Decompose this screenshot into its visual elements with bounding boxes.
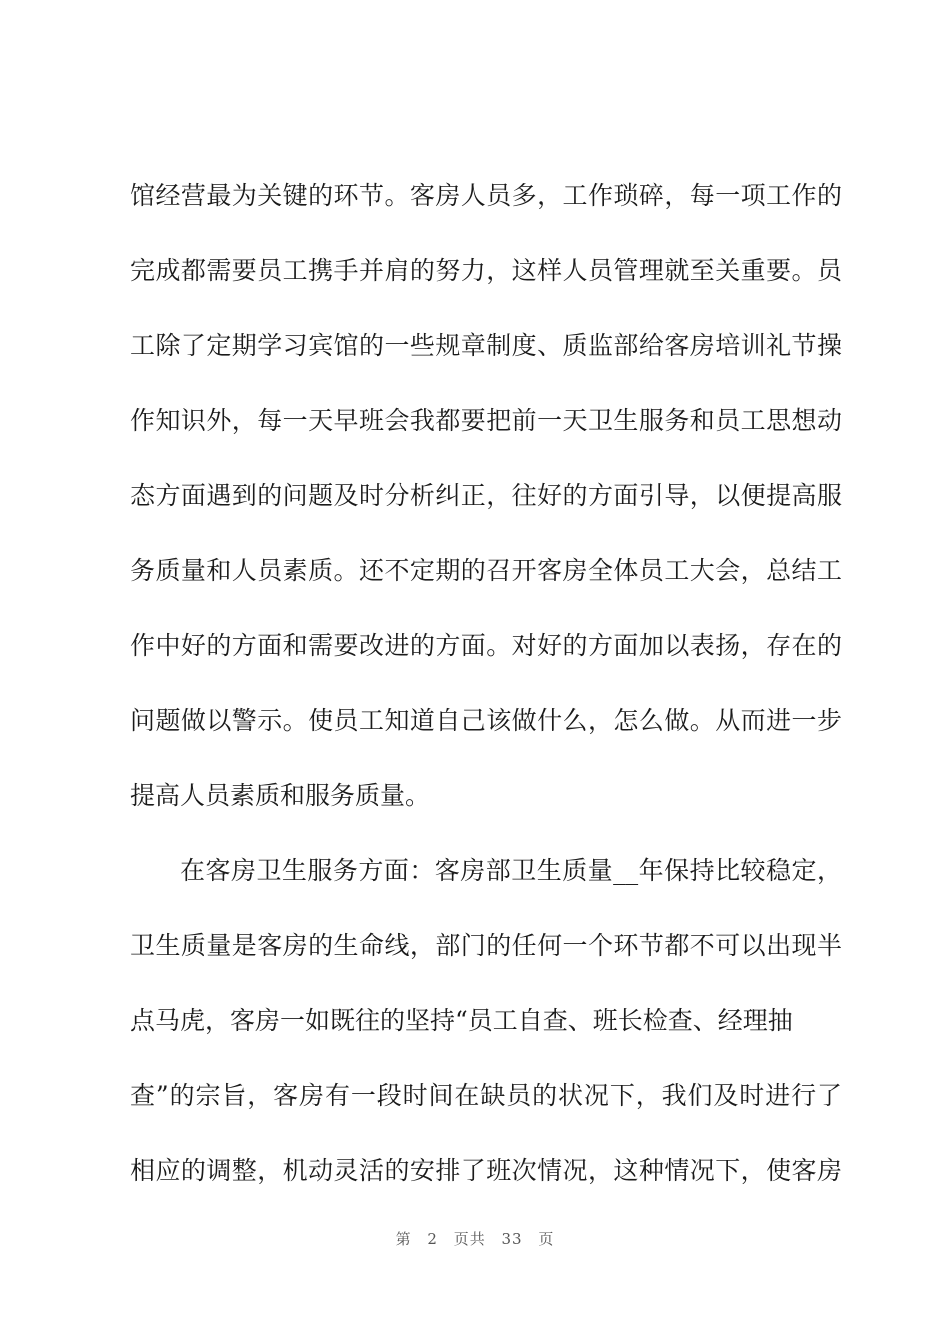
text-line: 工除了定期学习宾馆的一些规章制度、质监部给客房培训礼节操 <box>130 331 842 360</box>
text-line: 查”的宗旨，客房有一段时间在缺员的状况下，我们及时进行了 <box>130 1081 842 1110</box>
text-line: 作知识外，每一天早班会我都要把前一天卫生服务和员工思想动 <box>130 406 842 435</box>
text-line: 点马虎，客房一如既往的坚持“员工自查、班长检查、经理抽 <box>130 1006 793 1035</box>
text-line: 务质量和人员素质。还不定期的召开客房全体员工大会，总结工 <box>130 556 842 585</box>
text-line: 提高人员素质和服务质量。 <box>130 781 431 810</box>
text-line: 馆经营最为关键的环节。客房人员多，工作琐碎，每一项工作的 <box>130 181 842 210</box>
text-line: 作中好的方面和需要改进的方面。对好的方面加以表扬，存在的 <box>130 631 842 660</box>
page-number-footer: 第 2 页共 33 页 <box>395 1230 555 1248</box>
paragraph-first-line: 在客房卫生服务方面：客房部卫生质量__年保持比较稳定， <box>180 856 842 885</box>
text-line: 相应的调整，机动灵活的安排了班次情况，这种情况下，使客房 <box>130 1156 842 1185</box>
text-line: 态方面遇到的问题及时分析纠正，往好的方面引导，以便提高服 <box>130 481 842 510</box>
text-line: 问题做以警示。使员工知道自己该做什么，怎么做。从而进一步 <box>130 706 842 735</box>
text-line: 完成都需要员工携手并肩的努力，这样人员管理就至关重要。员 <box>130 256 842 285</box>
text-line: 卫生质量是客房的生命线，部门的任何一个环节都不可以出现半 <box>130 931 842 960</box>
